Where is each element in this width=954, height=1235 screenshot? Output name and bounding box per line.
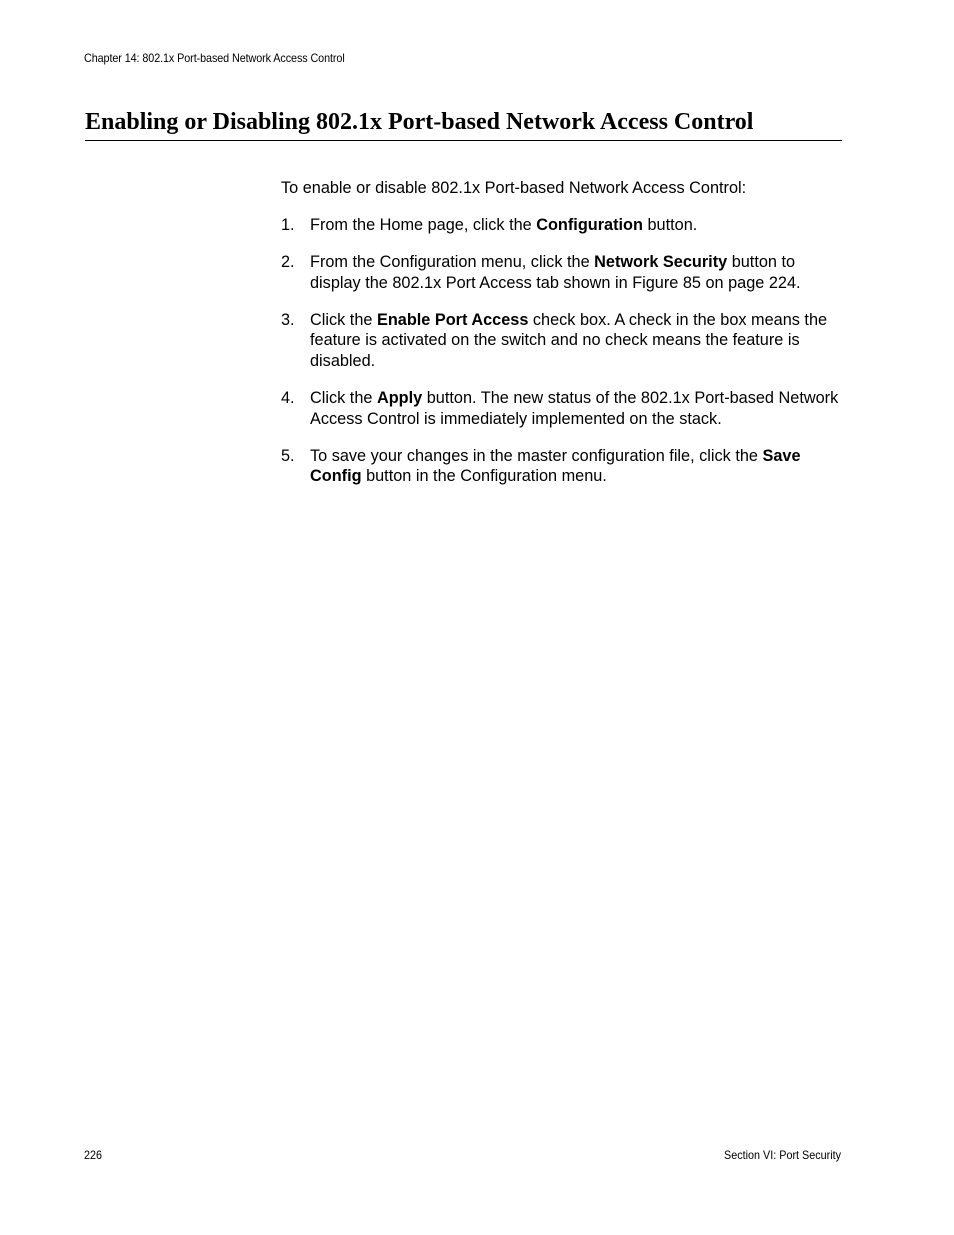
ui-term: Configuration <box>536 216 643 235</box>
step-number: 2. <box>281 253 295 272</box>
procedure-steps <box>281 215 846 487</box>
step-text-run: To save your changes in the master configuration file, click the <box>310 446 763 465</box>
step-text-run: button in the Configuration menu. <box>361 467 607 486</box>
step-item <box>281 388 846 429</box>
step-item <box>281 446 846 487</box>
ui-term: Apply <box>376 389 423 408</box>
step-item <box>281 215 846 236</box>
step-text-run: check box. A check in the box means the feature is activated on the switch and no check means the feature is disabled. <box>310 310 828 371</box>
page-number: 226 <box>84 1148 103 1162</box>
title-rule <box>85 140 842 141</box>
step-text-run: From the Configuration menu, click the <box>310 253 595 272</box>
step-text-run: From the Home page, click the <box>310 216 537 235</box>
step-text <box>310 215 846 236</box>
step-text-run: Click the <box>310 310 377 329</box>
step-text-run: button. The new status of the 802.1x Port-based Network Access Control is immediately implemented on the stack. <box>310 389 839 428</box>
step-text <box>310 446 846 487</box>
footer-section-name: Section VI: Port Security <box>723 1148 841 1162</box>
step-text-run: button to display the 802.1x Port Access tab shown in Figure 85 on page 224. <box>310 253 801 292</box>
ui-term: Save Config <box>310 446 801 486</box>
running-header: Chapter 14: 802.1x Port-based Network Access Control <box>84 51 345 65</box>
step-text-run: button. <box>642 216 698 235</box>
step-text <box>310 310 846 372</box>
ui-term: Network Security <box>594 253 728 272</box>
intro-paragraph: To enable or disable 802.1x Port-based Network Access Control: <box>281 179 747 197</box>
section-title: Enabling or Disabling 802.1x Port-based Network Access Control <box>85 109 754 135</box>
body-text <box>281 178 846 504</box>
step-text <box>310 388 846 429</box>
step-number: 3. <box>281 310 295 329</box>
step-item <box>281 310 846 372</box>
step-number: 1. <box>281 216 295 235</box>
step-text <box>310 252 846 293</box>
step-text-run: Click the <box>310 389 377 408</box>
ui-term: Enable Port Access <box>376 310 529 329</box>
step-number: 5. <box>281 446 295 465</box>
step-number: 4. <box>281 389 295 408</box>
step-item <box>281 252 846 293</box>
